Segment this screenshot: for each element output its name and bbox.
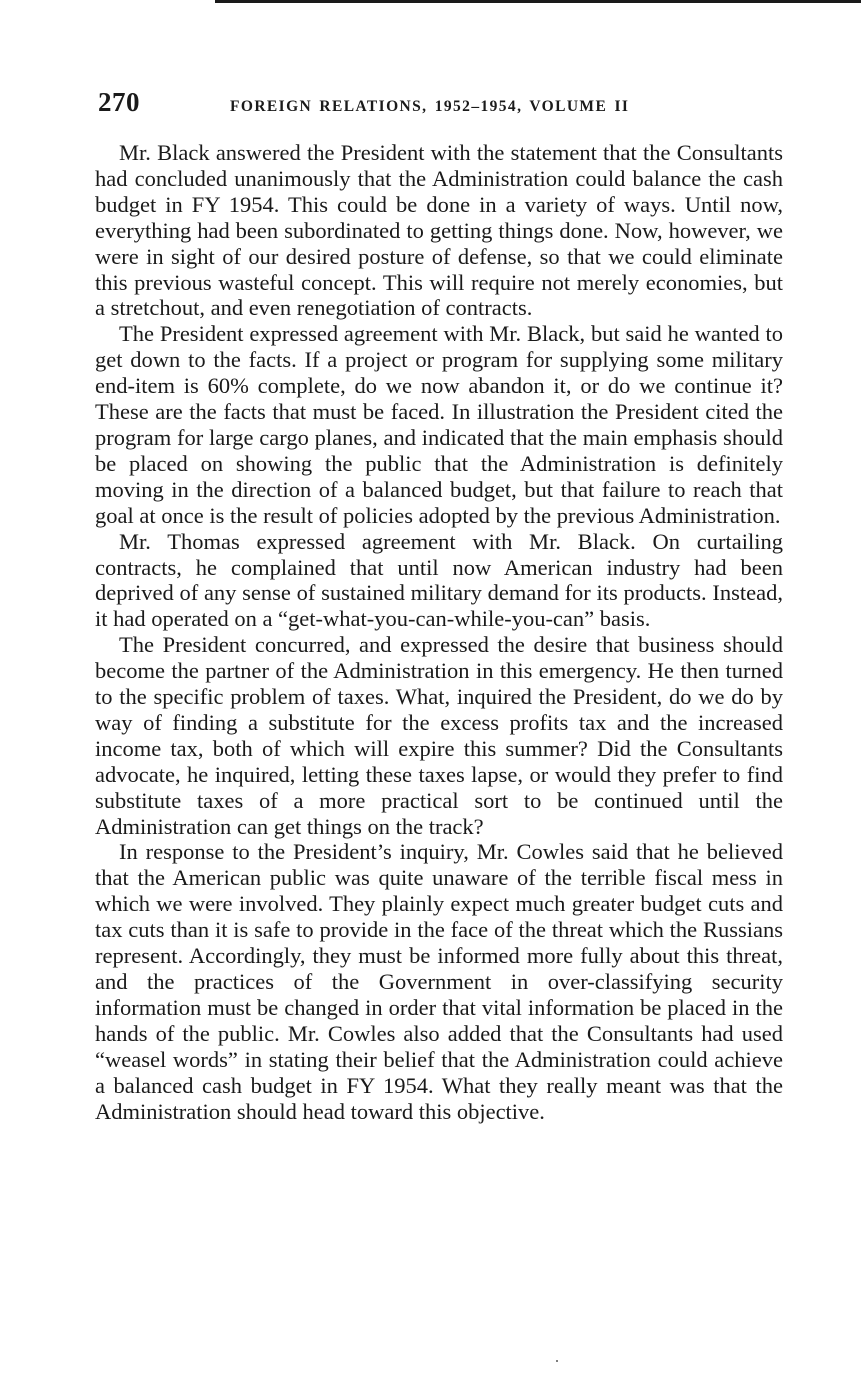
paragraph-cowles-response: In response to the President’s inquiry, Mr. Cowles said that he believed that the American public was quite unaware of the terrible fiscal mess in which we were involved. They plainly expect much greater budget cuts and tax cuts than it is safe to provide in the face of the threat which the Russians represent. Accordingly, they must be informed more fully about this threat, and the practices of the Government in over-classifying security information must be changed in order that vital information be placed in the hands of the public. Mr. Cowles also added that the Consultants had used “weasel words” in stating their belief that the Administration could achieve a balanced cash budget in FY 1954. What they really meant was that the Administration should head toward this objective. [95,839,783,1124]
running-head [98,86,788,122]
running-head-title: FOREIGN RELATIONS, 1952–1954, VOLUME II [230,98,630,115]
paragraph-black-answer: Mr. Black answered the President with the statement that the Consultants had concluded unanimously that the Administration could balance the cash budget in FY 1954. This could be done in a variety of ways. Until now, everything had been subordinated to getting things done. Now, however, we were in sight of our desired posture of defense, so that we could eliminate this previous wasteful concept. This will require not merely economies, but a stretchout, and even renegotiation of contracts. [95,140,783,321]
paragraph-president-facts: The President expressed agreement with Mr. Black, but said he wanted to get down to the facts. If a project or program for supplying some military end-item is 60% complete, do we now abandon it, or do we continue it? These are the facts that must be faced. In illustration the President cited the program for large cargo planes, and indicated that the main emphasis should be placed on showing the public that the Administration is definitely moving in the direction of a balanced budget, but that failure to reach that goal at once is the result of policies adopted by the previous Administration. [95,321,783,528]
paragraph-thomas-agreement: Mr. Thomas expressed agreement with Mr. Black. On curtailing contracts, he complained that until now American industry had been deprived of any sense of sustained military demand for its products. Instead, it had operated on a “get-what-you-can-while-you-can” basis. [95,528,783,632]
body-text [95,140,783,1124]
paragraph-president-taxes: The President concurred, and expressed the desire that business should become the partner of the Administration in this emergency. He then turned to the specific problem of taxes. What, inquired the President, do we do by way of finding a substitute for the excess profits tax and the increased income tax, both of which will expire this summer? Did the Consultants advocate, he inquired, letting these taxes lapse, or would they prefer to find substitute taxes of a more practical sort to be continued until the Administration can get things on the track? [95,632,783,839]
top-edge-rule [215,0,861,3]
print-speck [556,1360,558,1362]
page-number: 270 [98,87,140,117]
